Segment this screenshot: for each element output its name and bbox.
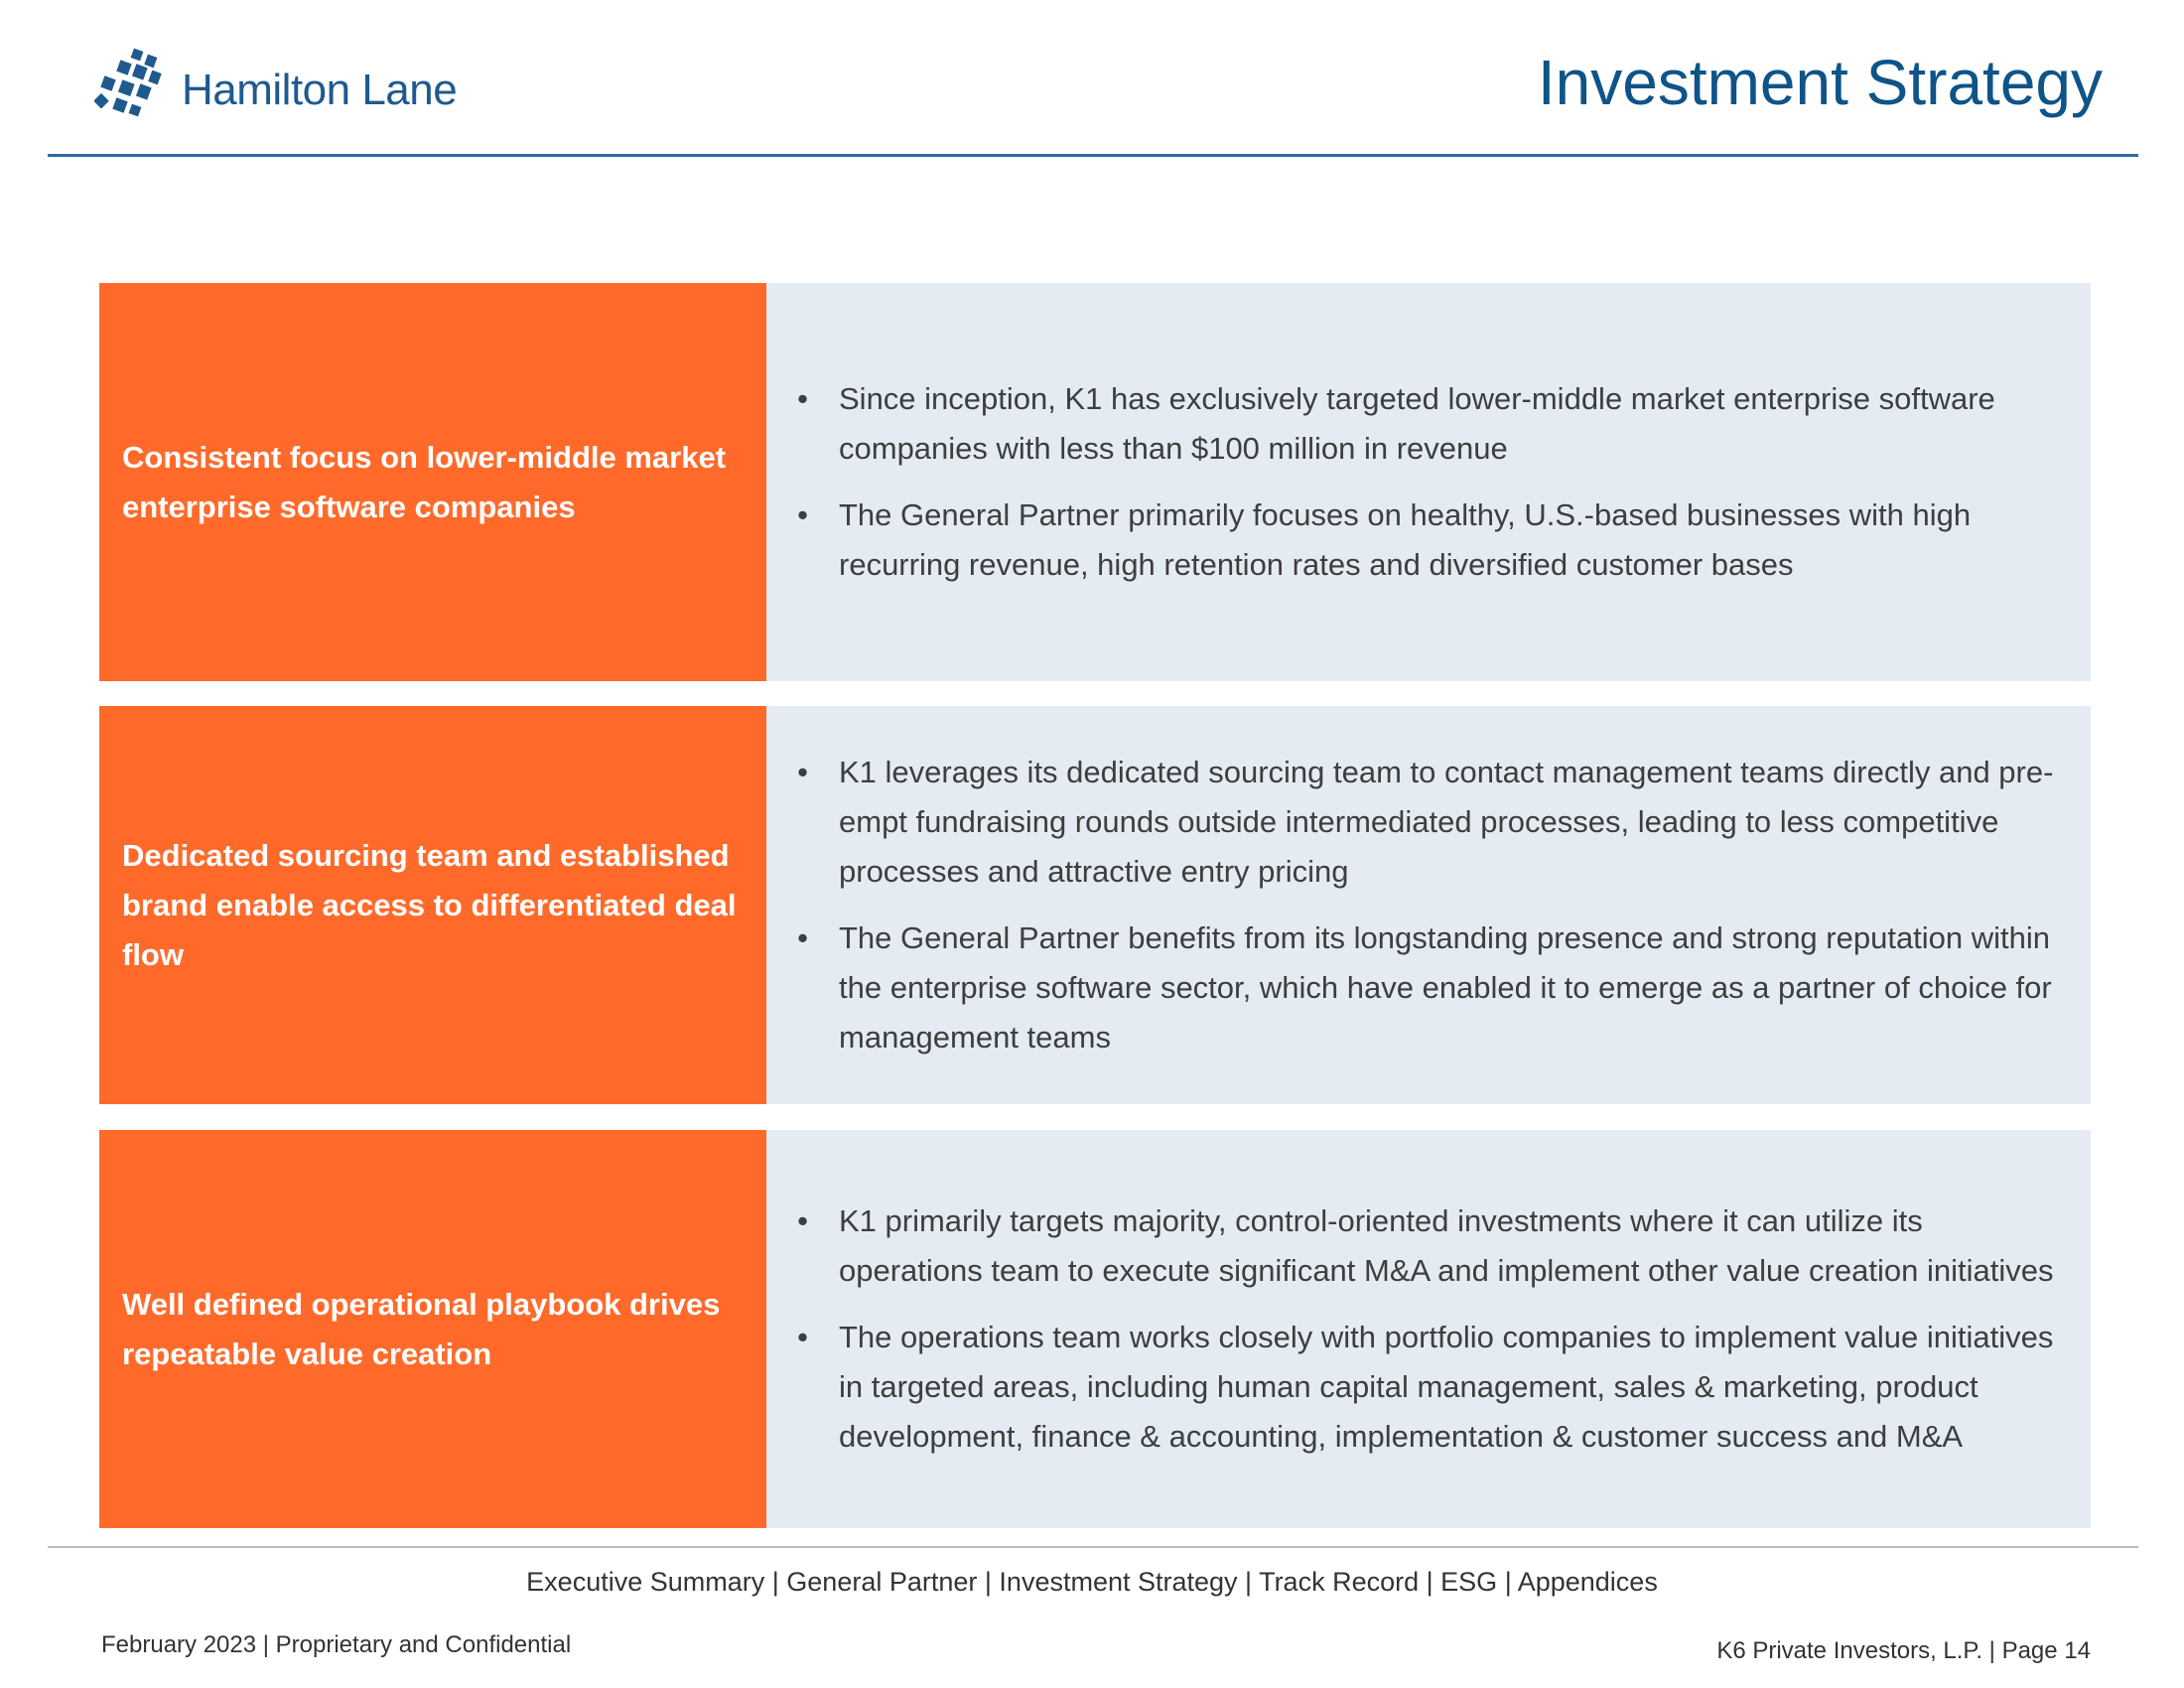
strategy-heading-panel [99,1130,766,1528]
strategy-row [99,706,2091,1104]
list-item [766,748,2067,897]
bullet-icon: • [797,497,808,532]
nav-link-executive-summary[interactable]: Executive Summary [526,1567,765,1597]
nav-separator: | [1497,1567,1518,1597]
list-item [766,1313,2067,1462]
logo-text: Hamilton Lane [182,66,458,114]
bullet-icon: • [797,920,808,955]
nav-separator: | [977,1567,1000,1597]
bullet-text: Since inception, K1 has exclusively targeted lower-middle market enterprise software companies with less than $100 million in revenue [839,381,1995,466]
bullet-icon: • [797,381,808,416]
page-title: Investment Strategy [1537,47,2103,118]
bullet-icon: • [797,755,808,789]
bullet-text: K1 primarily targets majority, control-oriented investments where it can utilize its operations team to execute significant M&A and implement other value creation initiatives [839,1203,2054,1288]
strategy-detail-panel [766,283,2091,681]
bullet-icon: • [797,1203,808,1238]
strategy-row [99,283,2091,681]
hamilton-lane-logo [94,48,457,125]
bullet-text: The operations team works closely with portfolio companies to implement value initiatives in targeted areas, including human capital management, sales & marketing, product development, finance & accounting, implementation & customer success and M&A [839,1320,2054,1454]
bullet-text: The General Partner primarily focuses on healthy, U.S.-based businesses with high recurring revenue, high retention rates and diversified customer bases [839,497,1972,582]
bullet-icon: • [797,1320,808,1354]
nav-separator: | [1237,1567,1260,1597]
list-item [766,491,2067,590]
footer-date-confidential: February 2023 | Proprietary and Confidential [101,1631,572,1658]
nav-separator: | [1419,1567,1441,1597]
nav-link-track-record[interactable]: Track Record [1259,1567,1420,1597]
strategy-detail-panel [766,1130,2091,1528]
logo-mark-icon [94,48,164,125]
bullet-text: The General Partner benefits from its longstanding presence and strong reputation within the enterprise software sector, which have enabled it to emerge as a partner of choice for management teams [839,920,2052,1055]
nav-link-investment-strategy[interactable]: Investment Strategy [999,1567,1238,1597]
section-nav [0,1567,2184,1598]
list-item [766,374,2067,474]
nav-link-appendices[interactable]: Appendices [1517,1567,1658,1597]
strategy-row [99,1130,2091,1528]
list-item [766,914,2067,1062]
bullet-text: K1 leverages its dedicated sourcing team to contact management teams directly and pre-empt fundraising rounds outside intermediated processes, leading to less competitive processes and attractive entry pricing [839,755,2054,889]
footer-page-number: K6 Private Investors, L.P. | Page 14 [1716,1637,2091,1664]
nav-link-esg[interactable]: ESG [1440,1567,1498,1597]
strategy-heading-panel [99,706,766,1104]
footer-divider [48,1546,2138,1548]
strategy-heading: Consistent focus on lower-middle market enterprise software companies [122,439,727,524]
nav-link-general-partner[interactable]: General Partner [786,1567,978,1597]
strategy-heading: Dedicated sourcing team and established brand enable access to differentiated deal flow [122,837,737,972]
nav-separator: | [764,1567,787,1597]
strategy-heading: Well defined operational playbook drives repeatable value creation [122,1286,721,1371]
list-item [766,1196,2067,1296]
strategy-detail-panel [766,706,2091,1104]
header-divider [48,154,2138,157]
strategy-heading-panel [99,283,766,681]
